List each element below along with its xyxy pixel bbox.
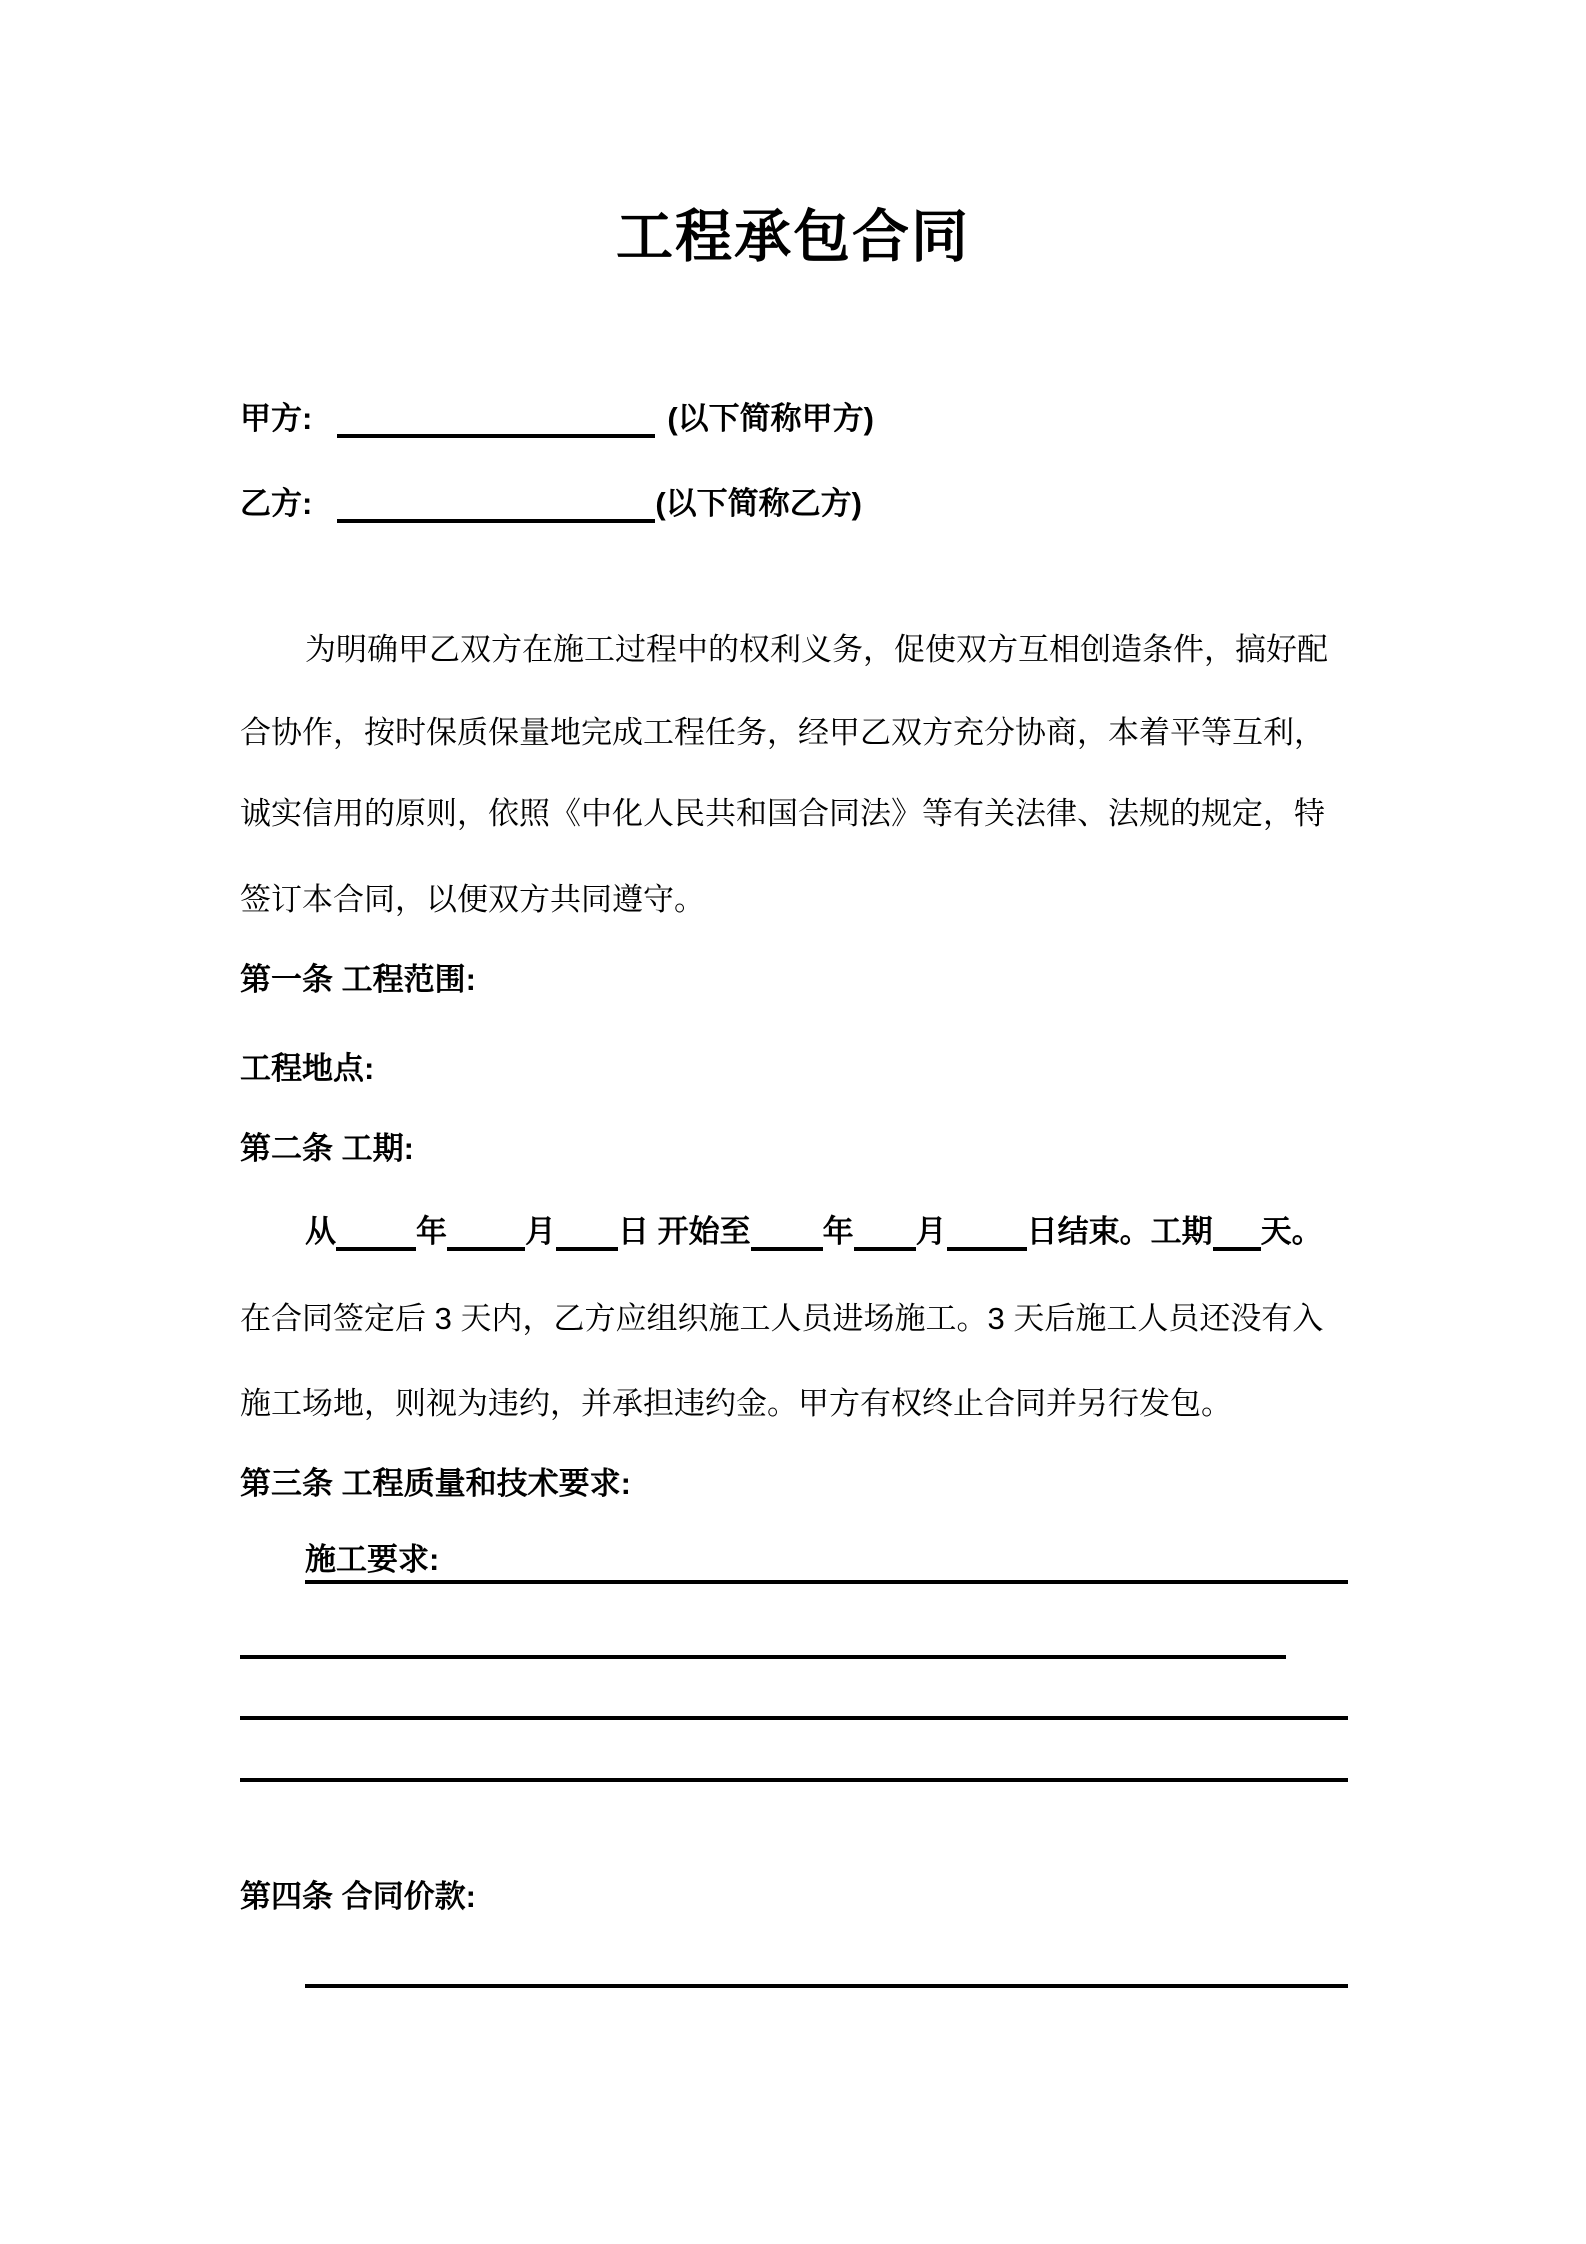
project-location-heading: 工程地点:	[240, 1051, 375, 1086]
preamble-line-2: 合协作，按时保质保量地完成工程任务，经甲乙双方充分协商，本着平等互利，	[240, 715, 1325, 750]
duration-part-month1: 月	[525, 1214, 556, 1249]
duration-part-end: 日结束。工期	[1026, 1214, 1213, 1249]
article-4-heading: 第四条 合同价款:	[240, 1879, 476, 1914]
party-b-label: 乙方:	[240, 486, 313, 521]
party-b-row	[240, 481, 862, 527]
duration-part-year2: 年	[822, 1214, 854, 1249]
construction-requirements-row	[305, 1542, 1348, 1584]
duration-part-year1: 年	[416, 1214, 447, 1249]
construction-requirements-label: 施工要求:	[305, 1542, 440, 1577]
start-year-blank	[336, 1247, 416, 1251]
preamble-line-1: 为明确甲乙双方在施工过程中的权利义务，促使双方互相创造条件，搞好配	[305, 632, 1328, 667]
party-b-fill-blank	[337, 519, 655, 523]
duration-part-days: 天。	[1260, 1214, 1323, 1249]
article-3-heading: 第三条 工程质量和技术要求:	[240, 1466, 631, 1501]
blank-fill-line-4	[305, 1984, 1348, 1988]
party-a-row	[240, 396, 874, 442]
preamble-line-3: 诚实信用的原则，依照《中化人民共和国合同法》等有关法律、法规的规定，特	[240, 796, 1325, 831]
duration-part-day1: 日 开始至	[618, 1214, 751, 1249]
start-month-blank	[447, 1247, 525, 1251]
party-a-label: 甲方:	[240, 401, 313, 436]
party-b-suffix: (以下简称乙方)	[655, 486, 862, 521]
article-2-heading: 第二条 工期:	[240, 1131, 414, 1166]
start-day-blank	[556, 1247, 618, 1251]
duration-part-from: 从	[305, 1214, 336, 1249]
blank-fill-line-1	[240, 1655, 1286, 1659]
article-2-body-line-2: 施工场地，则视为违约，并承担违约金。甲方有权终止合同并另行发包。	[240, 1386, 1232, 1421]
preamble-line-4: 签订本合同，以便双方共同遵守。	[240, 882, 705, 917]
document-title: 工程承包合同	[616, 205, 970, 269]
duration-line	[305, 1209, 1323, 1255]
end-day-blank	[947, 1247, 1027, 1251]
blank-fill-line-3	[240, 1778, 1348, 1782]
party-a-suffix: (以下简称甲方)	[667, 401, 874, 436]
duration-part-month2: 月	[915, 1214, 947, 1249]
party-a-fill-blank	[337, 434, 655, 438]
total-days-blank	[1213, 1247, 1261, 1251]
article-1-heading: 第一条 工程范围:	[240, 962, 476, 997]
end-month-blank	[854, 1247, 916, 1251]
article-2-body-line-1: 在合同签定后 3 天内，乙方应组织施工人员进场施工。3 天后施工人员还没有入	[240, 1301, 1324, 1336]
blank-fill-line-2	[240, 1716, 1348, 1720]
end-year-blank	[751, 1247, 823, 1251]
